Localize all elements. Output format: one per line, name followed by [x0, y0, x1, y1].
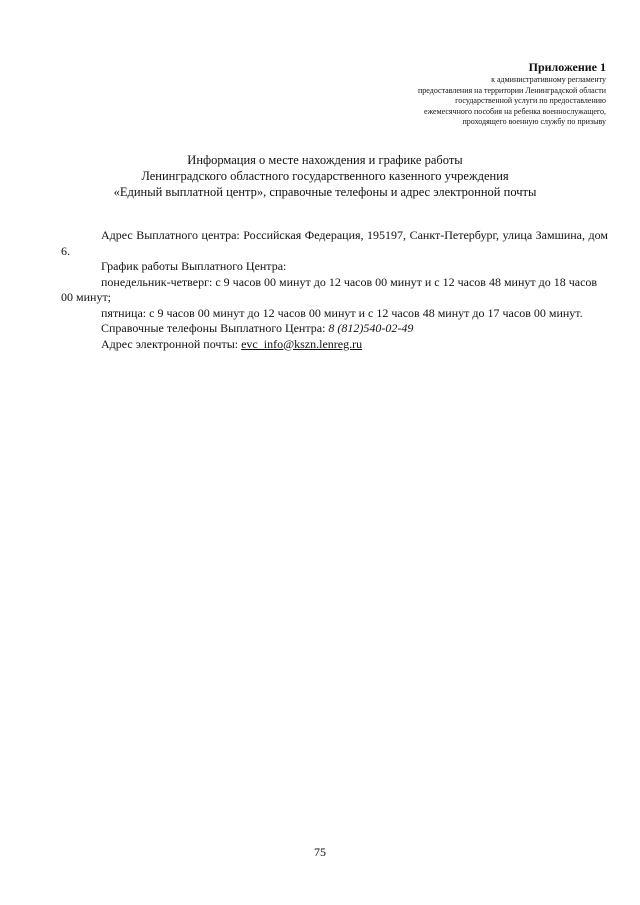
- schedule-mon-thu: понедельник-четверг: с 9 часов 00 минут до 12 часов 00 минут и с 12 часов 48 минут до 18 часов 00 минут;: [61, 274, 598, 304]
- appendix-subtitle-line: предоставления на территории Ленинградской области: [418, 85, 606, 95]
- appendix-subtitle-line: к административному регламенту: [491, 75, 606, 84]
- heading-line: «Единый выплатной центр», справочные телефоны и адрес электронной почты: [113, 185, 537, 199]
- schedule-title: График работы Выплатного Центра:: [101, 259, 287, 273]
- phones-paragraph: [61, 321, 608, 337]
- document-heading: [60, 152, 590, 200]
- appendix-subtitle-line: ежемесячного пособия на ребенка военнослужащего,: [424, 106, 606, 116]
- email-paragraph: [61, 337, 608, 353]
- page-number: 75: [314, 845, 326, 859]
- email-link[interactable]: evc_info@kszn.lenreg.ru: [241, 336, 363, 351]
- heading-line: Информация о месте нахождения и графике работы: [187, 153, 463, 167]
- phones-label: Справочные телефоны Выплатного Центра:: [101, 321, 329, 335]
- schedule-fri: пятница: с 9 часов 00 минут до 12 часов 00 минут и с 12 часов 48 минут до 17 часов 00 минут.: [101, 305, 583, 320]
- phone-number: 8 (812)540-02-49: [328, 321, 414, 335]
- appendix-subtitle-line: проходящего военную службу по призыву: [462, 117, 606, 126]
- appendix-subtitle-line: государственной услуги по предоставлению: [455, 96, 606, 105]
- email-label: Адрес электронной почты:: [101, 336, 242, 351]
- appendix-header: [306, 60, 606, 128]
- appendix-title: Приложение 1: [528, 60, 606, 74]
- heading-line: Ленинградского областного государственного казенного учреждения: [141, 169, 509, 183]
- document-body: [61, 228, 608, 352]
- address-paragraph: Адрес Выплатного центра: Российская Федерация, 195197, Санкт-Петербург, улица Замшина, дом 6.: [61, 228, 608, 258]
